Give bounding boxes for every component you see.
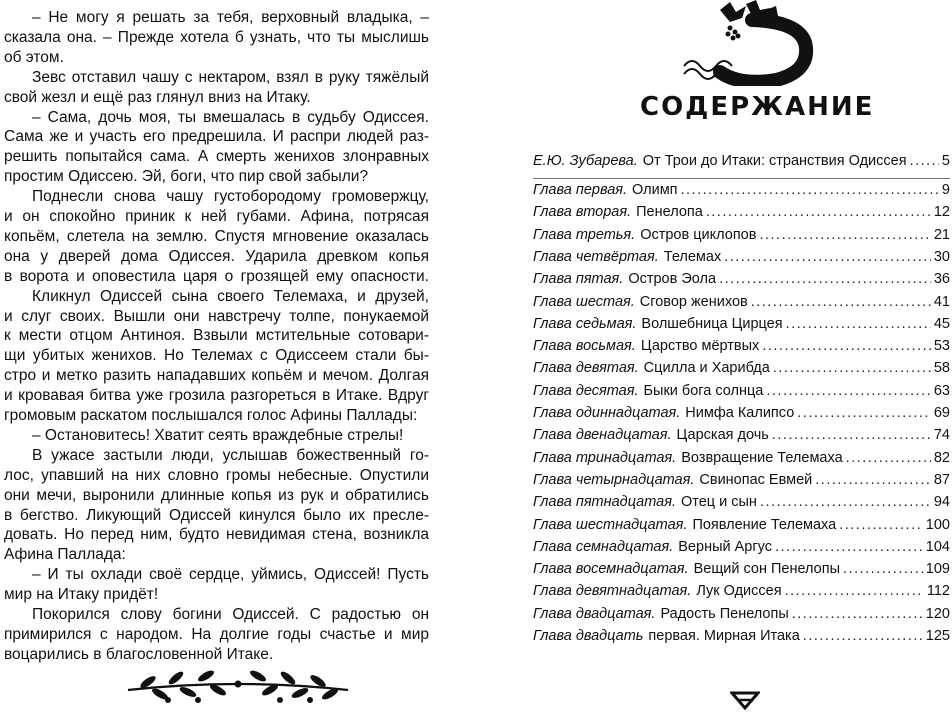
toc-entry-title: Сговор женихов (639, 293, 748, 310)
toc-entry-lead: Глава пятая. (533, 271, 624, 288)
toc-entry-page: 9 (941, 182, 950, 198)
toc-entry-page: 53 (933, 338, 950, 355)
text-line: простим Одиссею. Эй, боги, что пир свой забыли? (4, 168, 369, 186)
toc-entry-lead: Глава пятнадцатая. (533, 494, 676, 511)
leader-dots (797, 402, 931, 424)
toc-entry (533, 625, 950, 647)
toc-entry-lead: Глава тринадцатая. (533, 449, 677, 466)
text-line: довать. Но перед ним, будто невидимая стена, возникла (4, 526, 429, 544)
toc-entry-page: 58 (933, 360, 950, 377)
leader-dots (772, 424, 931, 446)
toc-entry-title: Телемах (663, 248, 722, 265)
leader-dots (843, 558, 923, 580)
toc-entry-lead: Глава седьмая. (533, 315, 637, 332)
leader-dots (719, 268, 931, 290)
text-line: лос, упавший на них словно громы небесные. Опустили (4, 466, 429, 484)
toc-entry (533, 380, 950, 402)
text-line: Покорился слову богини Одиссей. С радостью он (32, 606, 429, 623)
toc-entry-lead: Глава шестая. (533, 293, 635, 310)
leader-dots (786, 313, 931, 335)
leader-dots (839, 514, 923, 536)
text-line: воцарились в благословенной Итаке. (4, 645, 274, 663)
text-line: они мечи, выронили длинные копья из рук и обратились (4, 486, 429, 504)
leader-dots (762, 335, 931, 357)
toc-entry-page: 87 (933, 471, 950, 488)
toc-entry (533, 201, 950, 223)
toc-entry-lead: Глава двенадцатая. (533, 427, 672, 444)
toc-entry-page: 63 (933, 382, 950, 399)
toc-entry-title: первая. Мирная Итака (648, 628, 800, 644)
leader-dots (775, 536, 923, 558)
toc-entry-lead: Глава девятая. (533, 360, 639, 377)
toc-entry-page: 125 (925, 628, 950, 644)
text-line: мир на Итаку придёт! (4, 586, 159, 604)
leader-dots (724, 246, 931, 268)
text-line: стро и метко разить нападавших копьём и мечом. Долгая (4, 367, 429, 385)
toc-entry-title: Пенелопа (636, 204, 703, 221)
page-number-mark (730, 690, 760, 710)
text-line: к мести отцом Антиноя. Взвыли мстительные сотовари- (4, 327, 429, 345)
toc-entry-lead: Глава четырнадцатая. (533, 471, 695, 488)
text-line: Афина Паллада: (4, 546, 126, 564)
text-line: копьём, слетела на землю. Спустя мгновение оказалась (4, 227, 429, 245)
toc-entry-title: От Трои до Итаки: странствия Одиссея (642, 153, 907, 169)
toc-entry-title: Сцилла и Харибда (643, 360, 770, 377)
text-line: она у дверей дома Одиссея. Ударила древком копья (4, 247, 429, 265)
toc-entry-page: 41 (933, 293, 950, 310)
text-line: Кликнул Одиссей сына своего Телемаха, и друзей, (32, 287, 429, 305)
contents-heading: СОДЕРЖАНИЕ (640, 92, 875, 122)
leader-dots (785, 580, 924, 602)
text-line: Сама же и участь его предрешила. И распри людей раз- (4, 128, 429, 146)
toc-entry (533, 402, 950, 424)
toc-entry-lead: Глава вторая. (533, 204, 632, 221)
toc-entry (533, 268, 950, 290)
toc-entry (533, 558, 950, 580)
toc-entry (533, 603, 950, 625)
text-line: – Остановитесь! Хватит сеять враждебные стрелы! (32, 426, 404, 444)
toc-entry (533, 224, 950, 246)
leader-dots (773, 357, 931, 379)
text-line: щи убитых женихов. Но Телемах с Одиссеем стали бы- (4, 347, 429, 365)
toc-entry-title: Волшебница Цирцея (641, 315, 783, 332)
leader-dots (751, 291, 931, 313)
toc-entry (533, 246, 950, 268)
toc-entry (533, 313, 950, 335)
toc-entry-lead: Глава двадцать (533, 628, 644, 644)
grape-vine-ornament (680, 0, 820, 86)
toc-entry (533, 335, 950, 357)
toc-entry-title: Появление Телемаха (692, 516, 837, 533)
text-line: в бегство. Ликующий Одиссей кинулся было их пресле- (4, 506, 429, 524)
text-line: свой жезл и ещё раз глянул вниз на Итаку. (4, 88, 311, 106)
leader-dots (910, 150, 939, 172)
toc-entry-lead: Глава шестнадцатая. (533, 516, 688, 533)
toc-entry-lead: Глава третья. (533, 226, 636, 243)
toc-entry-lead: Глава двадцатая. (533, 605, 656, 622)
leader-dots (706, 201, 931, 223)
toc-entry-lead: Глава десятая. (533, 382, 639, 399)
text-line: В ужасе застыли люди, услышав божественный го- (32, 446, 429, 464)
text-line: примирился с народом. На долгие годы счастье и мир (4, 625, 429, 643)
toc-entry-page: 100 (925, 516, 950, 533)
toc-entry (533, 536, 950, 558)
toc-entry (533, 514, 950, 536)
toc-entry (533, 424, 950, 446)
olive-branch-ornament (118, 660, 358, 712)
toc-entry-page: 69 (933, 405, 950, 421)
toc-entry-title: Верный Аргус (678, 538, 772, 555)
toc-entry (533, 179, 950, 201)
toc-entry-lead: Глава восемнадцатая. (533, 561, 689, 578)
text-line: – Сама, дочь моя, ты вмешалась в судьбу Одиссея. (32, 108, 429, 126)
toc-entry-page: 12 (933, 204, 950, 221)
text-line: Зевс отставил чашу с нектаром, взял в руку тяжёлый (32, 68, 429, 86)
text-line: и слуг своих. Вышли они навстречу толпе, понукаемой (4, 307, 429, 325)
toc-entry-title: Радость Пенелопы (660, 605, 789, 622)
leader-dots (760, 491, 931, 513)
leader-dots (846, 447, 931, 469)
toc-entry-page: 45 (933, 315, 950, 332)
leader-dots (766, 380, 931, 402)
toc-entry-title: Олимп (632, 182, 678, 198)
toc-entry-page: 36 (933, 271, 950, 288)
toc-entry-page: 112 (926, 583, 950, 600)
toc-entry-title: Нимфа Калипсо (685, 405, 795, 421)
text-line: об этом. (4, 48, 64, 66)
toc-entry-page: 30 (933, 248, 950, 265)
text-line: и он спокойно приник к ней губами. Афина, потрясая (4, 208, 429, 225)
leader-dots (681, 179, 939, 201)
toc-entry-title: Свинопас Евмей (699, 471, 813, 488)
toc-entry-title: Царская дочь (676, 427, 769, 444)
toc-entry (533, 150, 950, 172)
toc-entry-lead: Глава восьмая. (533, 338, 636, 355)
text-line: и кровавая битва уже грозила разгореться в Итаке. Вдруг (4, 387, 429, 405)
toc-entry-title: Отец и сын (680, 494, 757, 511)
toc-entry-title: Возвращение Телемаха (681, 449, 843, 466)
leader-dots (759, 224, 930, 246)
toc-entry-title: Остров циклопов (640, 226, 757, 243)
toc-entry-page: 74 (933, 427, 950, 444)
toc-entry-title: Остров Эола (628, 271, 717, 288)
text-line: в ворота и оповестила царя о грозящей ему опасности. (4, 267, 429, 285)
toc-entry-page: 120 (925, 605, 950, 622)
toc-entry (533, 469, 950, 491)
text-line: Поднесли снова чашу густобородому громовержцу, (32, 188, 429, 206)
toc-entry-title: Лук Одиссея (696, 583, 782, 600)
toc-entry-lead: Глава семнадцатая. (533, 538, 674, 555)
toc-entry-page: 82 (933, 449, 950, 466)
text-line: громовым раскатом послышался голос Афины Паллады: (4, 407, 418, 424)
text-line: решить попытайся сама. А смерть женихов злонравных (4, 148, 429, 166)
toc-entry-title: Царство мёртвых (640, 338, 760, 355)
text-line: – И ты охлади своё сердце, уймись, Одиссей! Пусть (32, 566, 429, 584)
toc-entry (533, 447, 950, 469)
leader-dots (792, 603, 923, 625)
toc-entry-page: 109 (925, 561, 950, 578)
leader-dots (815, 469, 931, 491)
toc-entry-page: 104 (925, 538, 950, 555)
toc-entry (533, 291, 950, 313)
toc-entry-lead: Глава четвёртая. (533, 248, 659, 265)
toc-entry-title: Вещий сон Пенелопы (693, 561, 841, 578)
text-line: – Не могу я решать за тебя, верховный владыка, – (32, 9, 429, 26)
text-line: сказала она. – Прежде хотела б узнать, что ты мыслишь (4, 28, 429, 46)
toc-entry-title: Быки бога солнца (643, 382, 764, 399)
toc-entry-lead: Е.Ю. Зубарева. (533, 153, 638, 169)
toc-entry-lead: Глава одиннадцатая. (533, 405, 681, 421)
toc-entry-page: 5 (941, 153, 950, 169)
toc-entry-lead: Глава девятнадцатая. (533, 583, 692, 600)
toc-entry-page: 21 (933, 226, 950, 243)
toc-entry-lead: Глава первая. (533, 182, 628, 198)
toc-entry (533, 357, 950, 379)
toc-entry (533, 580, 950, 602)
toc-entry-page: 94 (933, 494, 950, 511)
toc-entry (533, 491, 950, 513)
leader-dots (803, 625, 923, 647)
